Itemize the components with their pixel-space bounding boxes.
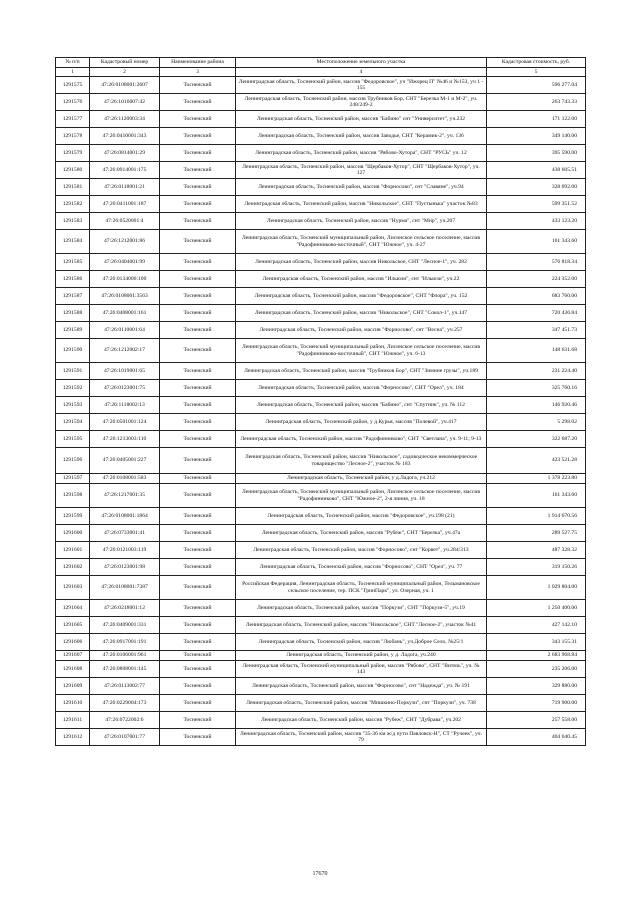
cadastral-value: 161 343.60 (487, 484, 586, 508)
cadastral-value: 257 558.00 (487, 712, 586, 729)
location-address: Российская Федерация, Ленинградская область, Тосненский муниципальный район, Тельмановское сельское поселение, тер. ПСК "ГринПарк", ул. Озерная, уч. 1 (236, 576, 487, 600)
row-number: 1291575 (56, 77, 90, 94)
location-address: Ленинградская область, Тосненский район, массив "Форносово", снт "Славяне", уч.94 (236, 179, 487, 196)
header-row-number: № п/п (56, 58, 90, 68)
cadastral-value: 171 122.00 (487, 111, 586, 128)
location-address: Ленинградская область, Тосненский район, массив "Поркузи", СНТ "Поркузи-5", уч.19 (236, 600, 487, 617)
table-row (56, 484, 586, 508)
cadastral-value: 1 378 223.80 (487, 474, 586, 484)
table-row (56, 634, 586, 651)
location-address: Ленинградская область, Тосненский район, массив "Форносово", СНТ "Орел", уч. 77 (236, 559, 487, 576)
location-address: Ленинградская область, Тосненский район, массив "Бабино", снт "Спутник", уч. № 112 (236, 397, 487, 414)
district-name: Тосненский (160, 94, 236, 111)
district-name: Тосненский (160, 508, 236, 525)
district-name: Тосненский (160, 128, 236, 145)
row-number: 1291601 (56, 542, 90, 559)
location-address: Ленинградская область, Тосненский район, массив "Щербаков-Хутор", СНТ "Щербаков-Хутор", уч. 127 (236, 162, 487, 179)
cadastral-number: 47:26:1019001:65 (90, 363, 160, 380)
cadastral-value: 2 683 968.84 (487, 651, 586, 661)
location-address: Ленинградская область, Тосненский муниципальный район, Лисинское сельское поселение, массив "Радофинниково", СНТ "Южное-2", 2-я линия, уч. 18 (236, 484, 487, 508)
location-address: Ленинградская область, Тосненский район, массив "Любань", уч.Доброе Село, №25/1 (236, 634, 487, 651)
cadastral-value: 433 123.20 (487, 213, 586, 230)
table-row (56, 213, 586, 230)
row-number: 1291586 (56, 271, 90, 288)
district-name: Тосненский (160, 111, 236, 128)
cadastral-number: 47:26:0108001:7387 (90, 576, 160, 600)
location-address: Ленинградская область, Тосненский район, массив "Бабино" снт "Университет", уч.232 (236, 111, 487, 128)
table-row (56, 617, 586, 634)
cadastral-number: 47:26:1118002:13 (90, 397, 160, 414)
district-name: Тосненский (160, 678, 236, 695)
cadastral-number: 47:26:0108001:2607 (90, 77, 160, 94)
table-row (56, 145, 586, 162)
row-number: 1291597 (56, 474, 90, 484)
location-address: Ленинградская область, Тосненский район, массив "Форносово", СНТ "Орел", уч. 184 (236, 380, 487, 397)
cadastral-number: 47:26:0410001:343 (90, 128, 160, 145)
row-number: 1291595 (56, 431, 90, 448)
location-address: Ленинградская область, Тосненский район, массив "Рябово-Хутора", СНТ "РУСЬ" уч. 12 (236, 145, 487, 162)
table-row (56, 600, 586, 617)
cadastral-number: 47:26:0108001:1864 (90, 508, 160, 525)
cadastral-number: 47:26:0229004:173 (90, 695, 160, 712)
cadastral-value: 487 328.32 (487, 542, 586, 559)
cadastral-value: 235 206.00 (487, 661, 586, 678)
cadastral-number: 47:26:0520001:4 (90, 213, 160, 230)
cadastral-value: 1 914 670.56 (487, 508, 586, 525)
district-name: Тосненский (160, 559, 236, 576)
page-number: 17670 (312, 871, 328, 877)
cadastral-number: 47:26:0808001:145 (90, 661, 160, 678)
cadastral-value: 427 142.10 (487, 617, 586, 634)
district-name: Тосненский (160, 661, 236, 678)
district-name: Тосненский (160, 179, 236, 196)
cadastral-value: 720 436.84 (487, 305, 586, 322)
row-number: 1291588 (56, 305, 90, 322)
table-row (56, 111, 586, 128)
table-row (56, 288, 586, 305)
cadastral-number: 47:26:1212001:86 (90, 230, 160, 254)
district-name: Тосненский (160, 254, 236, 271)
location-address: Ленинградская область, Тосненский район, массив "Рубеж", СНТ "Березка", уч.47а (236, 525, 487, 542)
cadastral-value: 423 521.28 (487, 448, 586, 474)
header-cadastral-value: Кадастровая стоимость, руб. (487, 58, 586, 68)
row-number: 1291582 (56, 196, 90, 213)
district-name: Тосненский (160, 288, 236, 305)
row-number: 1291604 (56, 600, 90, 617)
cadastral-value: 148 631.68 (487, 339, 586, 363)
location-address: Ленинградская область, Тосненский район, массив "Трубников Бор", СНТ "Зимние грузы", уч.189 (236, 363, 487, 380)
column-number-row (56, 68, 586, 77)
location-address: Ленинградская область, Тосненский муниципальный район, массив "Рябово", СНТ "Витязь", уч. № 143 (236, 661, 487, 678)
location-address: Ленинградская область, Тосненский район, массив "Мишкино-Поркузи", снт "Поркузи", уч. 738 (236, 695, 487, 712)
cadastral-number: 47:26:0113002:77 (90, 678, 160, 695)
cadastral-value: 1 029 804.00 (487, 576, 586, 600)
row-number: 1291584 (56, 230, 90, 254)
table-row (56, 542, 586, 559)
cadastral-value: 343 155.31 (487, 634, 586, 651)
district-name: Тосненский (160, 162, 236, 179)
cadastral-value: 395 590.00 (487, 145, 586, 162)
row-number: 1291589 (56, 322, 90, 339)
cadastral-number: 47:26:0917001:191 (90, 634, 160, 651)
location-address: Ленинградская область, Тосненский муниципальный район, Лисинское сельское поселение, массив "Радофинниково-восточный", СНТ "Южное", уч. 6-13 (236, 339, 487, 363)
row-number: 1291581 (56, 179, 90, 196)
row-number: 1291611 (56, 712, 90, 729)
location-address: Ленинградская область, Тосненский район, массив "Никольское", СНТ "Лесное-2", участок №41 (236, 617, 487, 634)
cadastral-value: 438 605.51 (487, 162, 586, 179)
location-address: Ленинградская область, Тосненский муниципальный район, Лисинское сельское поселение, массив "Радофинниково-восточный", СНТ "Южное", уч. 4-27 (236, 230, 487, 254)
cadastral-value: 231 224.40 (487, 363, 586, 380)
land-cadastral-table-sheet (55, 57, 585, 746)
cadastral-number: 47:26:1213003:110 (90, 431, 160, 448)
row-number: 1291608 (56, 661, 90, 678)
row-number: 1291594 (56, 414, 90, 431)
cadastral-number: 47:26:0914001:175 (90, 162, 160, 179)
cadastral-value: 263 743.33 (487, 94, 586, 111)
table-row (56, 397, 586, 414)
row-number: 1291600 (56, 525, 90, 542)
table-row (56, 661, 586, 678)
row-number: 1291577 (56, 111, 90, 128)
table-row (56, 128, 586, 145)
location-address: Ленинградская область, Тосненский район, массив "Никольское", СНТ "Пустынька" участок №83 (236, 196, 487, 213)
row-number: 1291610 (56, 695, 90, 712)
district-name: Тосненский (160, 651, 236, 661)
location-address: Ленинградская область, Тосненский район, у д.Курья, массив "Полевой", уч.417 (236, 414, 487, 431)
cadastral-number: 47:26:0404001:99 (90, 254, 160, 271)
table-row (56, 729, 586, 746)
table-row (56, 94, 586, 111)
row-number: 1291602 (56, 559, 90, 576)
table-row (56, 363, 586, 380)
cadastral-number: 47:26:0108001:583 (90, 474, 160, 484)
table-row (56, 196, 586, 213)
row-number: 1291593 (56, 397, 90, 414)
row-number: 1291583 (56, 213, 90, 230)
location-address: Ленинградская область, Тосненский район, массив "Федоровское", уч "Ижорец П" №46 и №153, уч 1 - 155 (236, 77, 487, 94)
location-address: Ленинградская область, Тосненский район, массив "Форносово", снт "Надежда", уч. № 191 (236, 678, 487, 695)
row-number: 1291605 (56, 617, 90, 634)
table-row (56, 712, 586, 729)
row-number: 1291603 (56, 576, 90, 600)
row-number: 1291579 (56, 145, 90, 162)
district-name: Тосненский (160, 414, 236, 431)
row-number: 1291592 (56, 380, 90, 397)
column-number: 3 (160, 68, 236, 77)
cadastral-value: 5 298.02 (487, 414, 586, 431)
table-row (56, 271, 586, 288)
table-row (56, 559, 586, 576)
district-name: Тосненский (160, 271, 236, 288)
table-row (56, 322, 586, 339)
cadastral-number: 47:26:0110001:64 (90, 322, 160, 339)
location-address: Ленинградская область, Тосненский район, массив "Рубеж", СНТ "Дубрава", уч.202 (236, 712, 487, 729)
cadastral-number: 47:26:0411001:187 (90, 196, 160, 213)
table-row (56, 305, 586, 322)
table-row (56, 474, 586, 484)
cadastral-number: 47:26:0108001:3563 (90, 288, 160, 305)
district-name: Тосненский (160, 322, 236, 339)
row-number: 1291599 (56, 508, 90, 525)
location-address: Ленинградская область, Тосненский район, массив Трубников Бор, СНТ "Березка М-1 и М-2", уч. 248/249-2 (236, 94, 487, 111)
header-district-name: Наименование района (160, 58, 236, 68)
row-number: 1291609 (56, 678, 90, 695)
district-name: Тосненский (160, 600, 236, 617)
cadastral-number: 47:26:0121003:119 (90, 542, 160, 559)
cadastral-value: 719 900.00 (487, 695, 586, 712)
table-row (56, 448, 586, 474)
column-number: 5 (487, 68, 586, 77)
table-row (56, 525, 586, 542)
cadastral-number: 47:26:0123001:75 (90, 380, 160, 397)
cadastral-value: 289 527.75 (487, 525, 586, 542)
district-name: Тосненский (160, 712, 236, 729)
location-address: Ленинградская область, Тосненский район, массив "Форносово", снт "Корвет", уч.284/313 (236, 542, 487, 559)
row-number: 1291585 (56, 254, 90, 271)
district-name: Тосненский (160, 576, 236, 600)
cadastral-number: 47:26:1217001:35 (90, 484, 160, 508)
cadastral-value: 576 818.34 (487, 254, 586, 271)
cadastral-value: 1 250 400.00 (487, 600, 586, 617)
cadastral-value: 596 277.04 (487, 77, 586, 94)
cadastral-value: 146 920.46 (487, 397, 586, 414)
location-address: Ленинградская область, Тосненский район, массив Заводье, СНТ "Керамик-2", уч. 136 (236, 128, 487, 145)
cadastral-value: 599 351.52 (487, 196, 586, 213)
cadastral-number: 47:26:1212002:17 (90, 339, 160, 363)
table-row (56, 230, 586, 254)
district-name: Тосненский (160, 230, 236, 254)
cadastral-number: 47:26:1016007:42 (90, 94, 160, 111)
row-number: 1291587 (56, 288, 90, 305)
district-name: Тосненский (160, 339, 236, 363)
table-row (56, 695, 586, 712)
cadastral-value: 683 760.00 (487, 288, 586, 305)
cadastral-value-table (55, 57, 586, 746)
cadastral-number: 47:26:0134006:100 (90, 271, 160, 288)
cadastral-value: 404 640.45 (487, 729, 586, 746)
district-name: Тосненский (160, 729, 236, 746)
location-address: Ленинградская область, Тосненский район, массив "Федоровское", уч.198 (21) (236, 508, 487, 525)
cadastral-number: 47:26:0123001:98 (90, 559, 160, 576)
row-number: 1291612 (56, 729, 90, 746)
cadastral-number: 47:26:0107001:77 (90, 729, 160, 746)
cadastral-value: 319 150.26 (487, 559, 586, 576)
cadastral-value: 161 343.60 (487, 230, 586, 254)
district-name: Тосненский (160, 695, 236, 712)
cadastral-number: 47:26:0409001:331 (90, 617, 160, 634)
district-name: Тосненский (160, 525, 236, 542)
location-address: Ленинградская область, Тосненский район, массив Никольское, СНТ "Лесное-1", уч. 282 (236, 254, 487, 271)
column-number: 2 (90, 68, 160, 77)
table-row (56, 380, 586, 397)
cadastral-number: 47:26:0408001:161 (90, 305, 160, 322)
district-name: Тосненский (160, 145, 236, 162)
cadastral-value: 329 880.00 (487, 678, 586, 695)
table-row (56, 339, 586, 363)
column-number: 1 (56, 68, 90, 77)
district-name: Тосненский (160, 474, 236, 484)
district-name: Тосненский (160, 431, 236, 448)
row-number: 1291578 (56, 128, 90, 145)
location-address: Ленинградская область, Тосненский район, массив "Никольское", СНТ "Сокол-1", уч.147 (236, 305, 487, 322)
location-address: Ленинградская область, Тосненский район, массив "Радофинниково", СНТ "Светлана", уч. 9-11; 9-13 (236, 431, 487, 448)
district-name: Тосненский (160, 634, 236, 651)
table-body (56, 77, 586, 746)
row-number: 1291606 (56, 634, 90, 651)
table-row (56, 508, 586, 525)
cadastral-number: 47:26:0218001:12 (90, 600, 160, 617)
table-row (56, 414, 586, 431)
district-name: Тосненский (160, 380, 236, 397)
cadastral-number: 47:26:1120003:34 (90, 111, 160, 128)
header-cadastral-number: Кадастровый номер (90, 58, 160, 68)
location-address: Ленинградская область, Тосненский район, у д. Ладога, уч.240 (236, 651, 487, 661)
cadastral-number: 47:26:0405001:227 (90, 448, 160, 474)
table-row (56, 431, 586, 448)
table-row (56, 678, 586, 695)
row-number: 1291580 (56, 162, 90, 179)
location-address: Ленинградская область, Тосненский район, массив "Федоровское", СНТ "Флора", уч. 152 (236, 288, 487, 305)
location-address: Ленинградская область, Тосненский район, массив "Ильюзи", снт "Ильюзи", уч.22 (236, 271, 487, 288)
district-name: Тосненский (160, 77, 236, 94)
cadastral-value: 224 352.00 (487, 271, 586, 288)
table-row (56, 254, 586, 271)
cadastral-number: 47:26:0118001:21 (90, 179, 160, 196)
table-row (56, 179, 586, 196)
row-number: 1291598 (56, 484, 90, 508)
location-address: Ленинградская область, Тосненский район, массив "Форносово", снт "Весна", уч.257 (236, 322, 487, 339)
table-row (56, 651, 586, 661)
cadastral-value: 328 092.00 (487, 179, 586, 196)
cadastral-number: 47:26:0733001:41 (90, 525, 160, 542)
cadastral-number: 47:26:0722002:6 (90, 712, 160, 729)
district-name: Тосненский (160, 305, 236, 322)
row-number: 1291576 (56, 94, 90, 111)
location-address: Ленинградская область, Тосненский район, массив "35-36 км ж/д пути Павловск-Н", СТ "Ручеек", уч. 79 (236, 729, 487, 746)
row-number: 1291591 (56, 363, 90, 380)
cadastral-value: 325 760.16 (487, 380, 586, 397)
table-row (56, 77, 586, 94)
district-name: Тосненский (160, 617, 236, 634)
district-name: Тосненский (160, 484, 236, 508)
row-number: 1291607 (56, 651, 90, 661)
district-name: Тосненский (160, 448, 236, 474)
location-address: Ленинградская область, Тосненский район, у д.Ладога, уч.212 (236, 474, 487, 484)
cadastral-value: 349 140.00 (487, 128, 586, 145)
cadastral-value: 347 451.73 (487, 322, 586, 339)
cadastral-number: 47:26:0501001:124 (90, 414, 160, 431)
cadastral-number: 47:26:0106001:961 (90, 651, 160, 661)
header-location: Местоположение земельного участка (236, 58, 487, 68)
district-name: Тосненский (160, 363, 236, 380)
location-address: Ленинградская область, Тосненский район, массив "Нурма", снт "Мир", уч.207 (236, 213, 487, 230)
district-name: Тосненский (160, 196, 236, 213)
cadastral-value: 322 687.20 (487, 431, 586, 448)
district-name: Тосненский (160, 397, 236, 414)
row-number: 1291596 (56, 448, 90, 474)
table-row (56, 576, 586, 600)
row-number: 1291590 (56, 339, 90, 363)
district-name: Тосненский (160, 213, 236, 230)
table-header-row (56, 58, 586, 68)
location-address: Ленинградская область, Тосненский район, массив "Никольское", садоводческое некоммерческое товарищество "Лесное-2", участок № 183 (236, 448, 487, 474)
column-number: 4 (236, 68, 487, 77)
table-row (56, 162, 586, 179)
district-name: Тосненский (160, 542, 236, 559)
cadastral-number: 47:26:0814001:29 (90, 145, 160, 162)
